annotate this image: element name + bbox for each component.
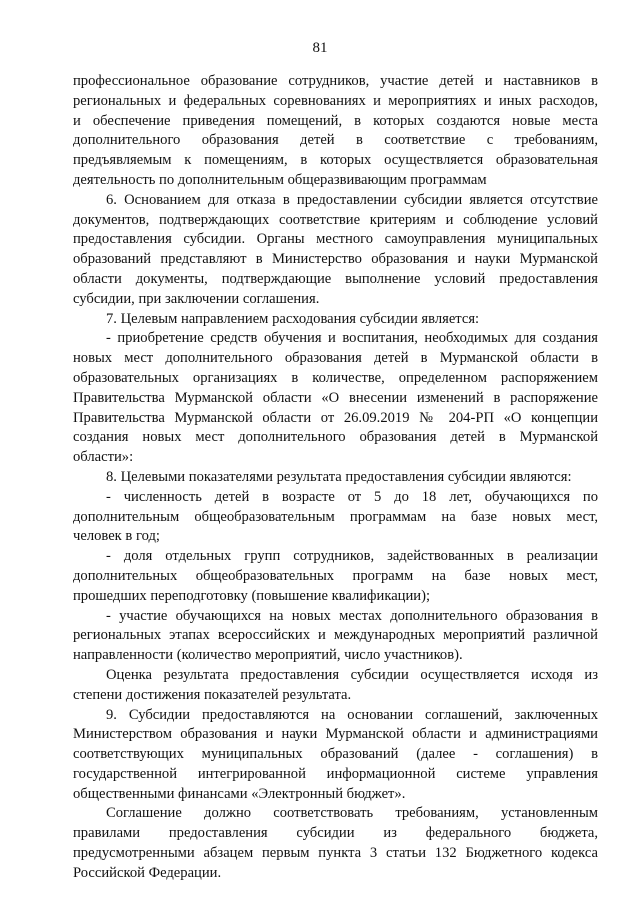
- page-number: 81: [312, 40, 328, 56]
- text-line: предусмотренными абзацем первым пункта 3 статьи 132 Бюджетного кодекса: [73, 845, 598, 862]
- text-line: человек в год;: [73, 528, 160, 545]
- text-line: предоставления субсидии. Органы местного самоуправления муниципальных: [73, 231, 598, 248]
- text-line: 8. Целевыми показателями результата предоставления субсидии являются:: [106, 468, 572, 485]
- text-line: деятельность по дополнительным общеразвивающим программам: [73, 171, 487, 188]
- text-line: - численность детей в возрасте от 5 до 18 лет, обучающихся по: [106, 488, 598, 505]
- text-line: дополнительного образования детей в соответствие с требованиям,: [73, 132, 598, 149]
- text-line: - доля отдельных групп сотрудников, задействованных в реализации: [106, 548, 598, 565]
- text-line: профессиональное образование сотрудников, участие детей и наставников в: [73, 73, 598, 89]
- text-line: региональных и федеральных соревнованиях и мероприятиях и иных расходов,: [73, 92, 598, 109]
- text-line: региональных этапах всероссийских и международных мероприятий различной: [73, 627, 598, 644]
- text-line: Министерством образования и науки Мурманской области и администрациями: [73, 726, 598, 743]
- text-line: Правительства Мурманской области «О внесении изменений в распоряжение: [73, 389, 598, 406]
- text-line: новых мест дополнительного образования детей в Мурманской области в: [73, 350, 598, 367]
- text-line: Российской Федерации.: [73, 864, 222, 881]
- text-line: общественными финансами «Электронный бюджет».: [73, 785, 406, 802]
- text-line: направленности (количество мероприятий, число участников).: [73, 647, 463, 664]
- document-body: [73, 72, 598, 884]
- text-line: образований представляют в Министерство образования и науки Мурманской: [73, 251, 598, 268]
- text-line: государственной интегрированной информационной системе управления: [73, 765, 598, 782]
- text-line: документов, подтверждающих соответствие критериям и соблюдение условий: [73, 211, 598, 228]
- text-line: прошедших переподготовку (повышение квалификации);: [73, 587, 431, 604]
- text-line: - приобретение средств обучения и воспитания, необходимых для создания: [106, 330, 598, 347]
- text-line: образовательных организациях в количестве, определенном распоряжением: [73, 369, 598, 386]
- text-line: Правительства Мурманской области от 26.09.2019 № 204-РП «О концепции: [73, 409, 598, 426]
- text-line: Соглашение должно соответствовать требованиям, установленным: [106, 805, 598, 822]
- text-line: области»:: [73, 449, 134, 466]
- text-line: Оценка результата предоставления субсидии осуществляется исходя из: [106, 666, 598, 683]
- text-line: 6. Основанием для отказа в предоставлении субсидии является отсутствие: [106, 191, 598, 208]
- text-line: субсидии, при заключении соглашения.: [73, 290, 320, 307]
- text-line: и обеспечение приведения помещений, в которых создаются новые места: [73, 112, 598, 129]
- text-line: создания новых мест дополнительного образования детей в Мурманской: [73, 429, 598, 446]
- text-line: 9. Субсидии предоставляются на основании соглашений, заключенных: [106, 706, 598, 723]
- text-line: - участие обучающихся на новых местах дополнительного образования в: [106, 607, 598, 624]
- text-line: степени достижения показателей результата.: [73, 686, 352, 703]
- text-line: дополнительных общеобразовательных программ на базе новых мест,: [73, 567, 598, 584]
- text-line: 7. Целевым направлением расходования субсидии является:: [106, 310, 480, 327]
- text-line: правилами предоставления субсидии из федерального бюджета,: [73, 825, 598, 842]
- text-line: дополнительным общеобразовательным программам на базе новых мест,: [73, 508, 598, 525]
- text-line: соответствующих муниципальных образований (далее - соглашения) в: [73, 746, 598, 763]
- text-line: области документы, подтверждающие выполнение условий предоставления: [73, 270, 598, 287]
- text-line: предъявляемым к помещениям, в которых осуществляется образовательная: [73, 152, 598, 169]
